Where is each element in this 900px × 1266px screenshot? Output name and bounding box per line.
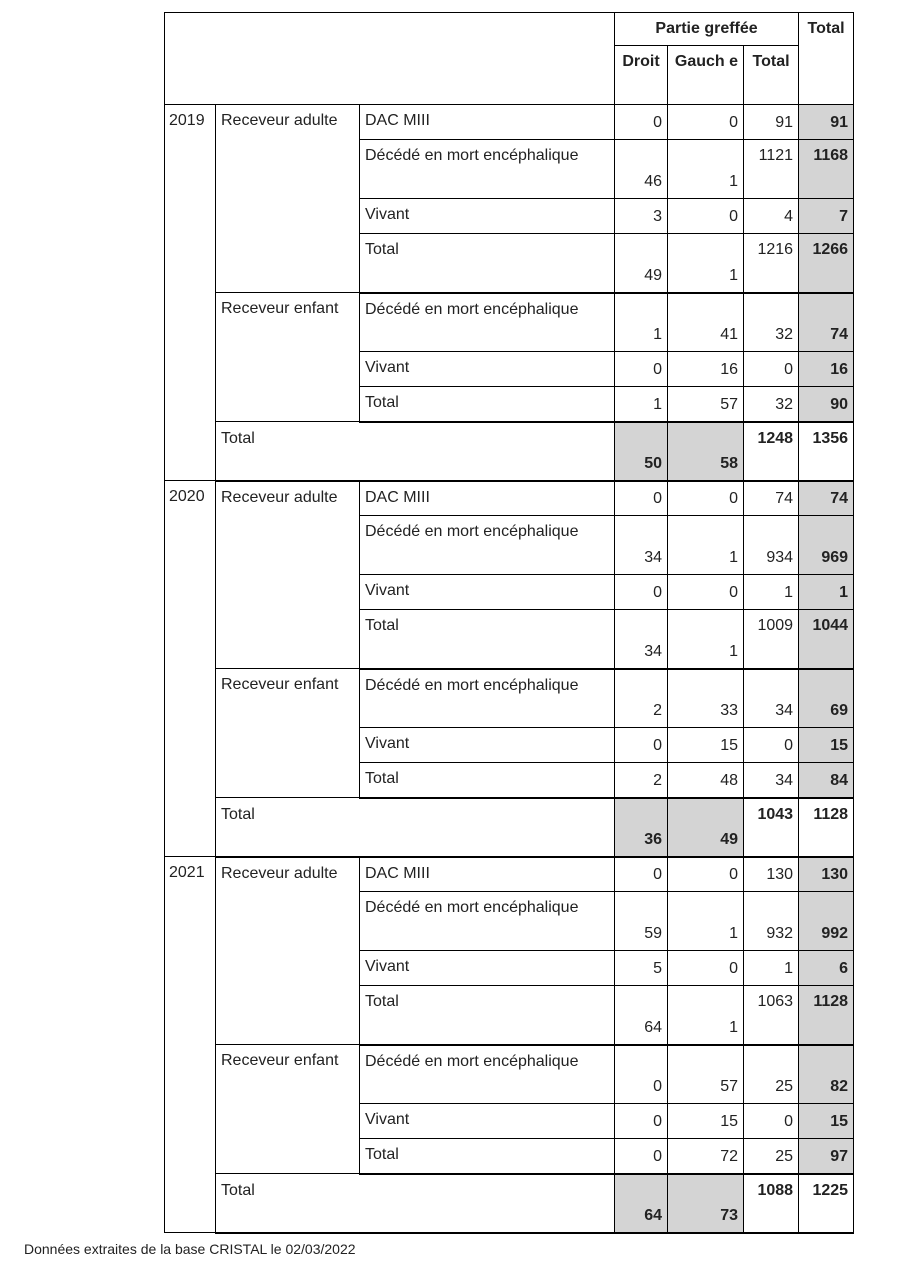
receiver-group-label: Receveur enfant bbox=[216, 1045, 360, 1174]
year-total-label: Total bbox=[216, 798, 615, 857]
header-corner bbox=[165, 13, 615, 105]
year-total-row bbox=[165, 422, 854, 481]
grand-total-value: 74 bbox=[799, 481, 854, 516]
droit-value: 64 bbox=[615, 986, 668, 1045]
grand-total-value: 1168 bbox=[799, 140, 854, 199]
subtotal-value: 32 bbox=[744, 387, 799, 422]
grand-total-value: 969 bbox=[799, 516, 854, 575]
table-row bbox=[165, 1045, 854, 1104]
year-total-row bbox=[165, 798, 854, 857]
subtotal-value: 1 bbox=[744, 951, 799, 986]
subtotal-value: 1009 bbox=[744, 610, 799, 669]
subtotal-value: 4 bbox=[744, 199, 799, 234]
category-label: Vivant bbox=[360, 199, 615, 234]
subtotal-value: 32 bbox=[744, 293, 799, 352]
category-label: Décédé en mort encéphalique bbox=[360, 140, 615, 199]
subtotal-value: 932 bbox=[744, 892, 799, 951]
receiver-group-label: Receveur enfant bbox=[216, 669, 360, 798]
footnote: Données extraites de la base CRISTAL le 02/03/2022 bbox=[24, 1241, 356, 1257]
table-row bbox=[165, 857, 854, 892]
header-subtotal: Total bbox=[744, 46, 799, 105]
category-label: Décédé en mort encéphalique bbox=[360, 1045, 615, 1104]
gauche-value: 1 bbox=[668, 892, 744, 951]
category-label: Total bbox=[360, 387, 615, 422]
category-label: Total bbox=[360, 234, 615, 293]
subtotal-value: 0 bbox=[744, 728, 799, 763]
year-total-label: Total bbox=[216, 422, 615, 481]
header-total: Total bbox=[799, 13, 854, 105]
gauche-value: 0 bbox=[668, 481, 744, 516]
subtotal-value: 1248 bbox=[744, 422, 799, 481]
category-label: Décédé en mort encéphalique bbox=[360, 669, 615, 728]
droit-value: 0 bbox=[615, 728, 668, 763]
droit-value: 0 bbox=[615, 857, 668, 892]
subtotal-value: 130 bbox=[744, 857, 799, 892]
category-label: DAC MIII bbox=[360, 105, 615, 140]
category-label: Total bbox=[360, 610, 615, 669]
category-label: Total bbox=[360, 986, 615, 1045]
grand-total-value: 97 bbox=[799, 1139, 854, 1174]
grand-total-value: 130 bbox=[799, 857, 854, 892]
droit-value: 50 bbox=[615, 422, 668, 481]
grand-total-value: 1356 bbox=[799, 422, 854, 481]
droit-value: 0 bbox=[615, 1139, 668, 1174]
header-gauche: Gauch e bbox=[668, 46, 744, 105]
subtotal-value: 1121 bbox=[744, 140, 799, 199]
droit-value: 34 bbox=[615, 610, 668, 669]
grand-total-value: 90 bbox=[799, 387, 854, 422]
header-droit: Droit bbox=[615, 46, 668, 105]
grand-total-value: 1044 bbox=[799, 610, 854, 669]
subtotal-value: 25 bbox=[744, 1045, 799, 1104]
droit-value: 46 bbox=[615, 140, 668, 199]
subtotal-value: 34 bbox=[744, 763, 799, 798]
subtotal-value: 1 bbox=[744, 575, 799, 610]
grand-total-value: 6 bbox=[799, 951, 854, 986]
header-partie-greffee: Partie greffée bbox=[615, 13, 799, 46]
subtotal-value: 1043 bbox=[744, 798, 799, 857]
grand-total-value: 992 bbox=[799, 892, 854, 951]
gauche-value: 1 bbox=[668, 610, 744, 669]
droit-value: 5 bbox=[615, 951, 668, 986]
year-cell: 2021 bbox=[165, 857, 216, 1233]
category-label: Décédé en mort encéphalique bbox=[360, 892, 615, 951]
grand-total-value: 1128 bbox=[799, 986, 854, 1045]
grand-total-value: 1128 bbox=[799, 798, 854, 857]
subtotal-value: 74 bbox=[744, 481, 799, 516]
grand-total-value: 7 bbox=[799, 199, 854, 234]
subtotal-value: 934 bbox=[744, 516, 799, 575]
droit-value: 0 bbox=[615, 481, 668, 516]
category-label: DAC MIII bbox=[360, 481, 615, 516]
gauche-value: 73 bbox=[668, 1174, 744, 1233]
subtotal-value: 91 bbox=[744, 105, 799, 140]
droit-value: 3 bbox=[615, 199, 668, 234]
droit-value: 0 bbox=[615, 352, 668, 387]
grand-total-value: 74 bbox=[799, 293, 854, 352]
category-label: Total bbox=[360, 763, 615, 798]
data-table bbox=[164, 12, 854, 1234]
grand-total-value: 16 bbox=[799, 352, 854, 387]
grand-total-value: 91 bbox=[799, 105, 854, 140]
subtotal-value: 0 bbox=[744, 352, 799, 387]
receiver-group-label: Receveur adulte bbox=[216, 105, 360, 293]
gauche-value: 48 bbox=[668, 763, 744, 798]
droit-value: 1 bbox=[615, 387, 668, 422]
subtotal-value: 34 bbox=[744, 669, 799, 728]
gauche-value: 0 bbox=[668, 105, 744, 140]
grand-total-value: 82 bbox=[799, 1045, 854, 1104]
droit-value: 0 bbox=[615, 105, 668, 140]
droit-value: 2 bbox=[615, 669, 668, 728]
grand-total-value: 1 bbox=[799, 575, 854, 610]
receiver-group-label: Receveur enfant bbox=[216, 293, 360, 422]
receiver-group-label: Receveur adulte bbox=[216, 857, 360, 1045]
gauche-value: 15 bbox=[668, 1104, 744, 1139]
gauche-value: 0 bbox=[668, 857, 744, 892]
gauche-value: 1 bbox=[668, 140, 744, 199]
receiver-group-label: Receveur adulte bbox=[216, 481, 360, 669]
category-label: Vivant bbox=[360, 951, 615, 986]
gauche-value: 33 bbox=[668, 669, 744, 728]
subtotal-value: 0 bbox=[744, 1104, 799, 1139]
droit-value: 0 bbox=[615, 1045, 668, 1104]
grand-total-value: 69 bbox=[799, 669, 854, 728]
grand-total-value: 15 bbox=[799, 728, 854, 763]
category-label: Vivant bbox=[360, 728, 615, 763]
grand-total-value: 1225 bbox=[799, 1174, 854, 1233]
gauche-value: 0 bbox=[668, 951, 744, 986]
gauche-value: 41 bbox=[668, 293, 744, 352]
subtotal-value: 1088 bbox=[744, 1174, 799, 1233]
category-label: Vivant bbox=[360, 352, 615, 387]
gauche-value: 15 bbox=[668, 728, 744, 763]
subtotal-value: 1216 bbox=[744, 234, 799, 293]
droit-value: 36 bbox=[615, 798, 668, 857]
droit-value: 64 bbox=[615, 1174, 668, 1233]
grand-total-value: 84 bbox=[799, 763, 854, 798]
table-row bbox=[165, 481, 854, 516]
gauche-value: 0 bbox=[668, 199, 744, 234]
category-label: Vivant bbox=[360, 1104, 615, 1139]
category-label: Décédé en mort encéphalique bbox=[360, 516, 615, 575]
grand-total-value: 15 bbox=[799, 1104, 854, 1139]
droit-value: 0 bbox=[615, 575, 668, 610]
gauche-value: 1 bbox=[668, 516, 744, 575]
year-total-label: Total bbox=[216, 1174, 615, 1233]
table-row bbox=[165, 293, 854, 352]
gauche-value: 49 bbox=[668, 798, 744, 857]
table-row bbox=[165, 669, 854, 728]
subtotal-value: 1063 bbox=[744, 986, 799, 1045]
category-label: Total bbox=[360, 1139, 615, 1174]
droit-value: 0 bbox=[615, 1104, 668, 1139]
year-total-row bbox=[165, 1174, 854, 1233]
gauche-value: 57 bbox=[668, 387, 744, 422]
year-cell: 2019 bbox=[165, 105, 216, 481]
category-label: DAC MIII bbox=[360, 857, 615, 892]
gauche-value: 16 bbox=[668, 352, 744, 387]
droit-value: 34 bbox=[615, 516, 668, 575]
gauche-value: 0 bbox=[668, 575, 744, 610]
gauche-value: 57 bbox=[668, 1045, 744, 1104]
gauche-value: 58 bbox=[668, 422, 744, 481]
droit-value: 59 bbox=[615, 892, 668, 951]
droit-value: 1 bbox=[615, 293, 668, 352]
year-cell: 2020 bbox=[165, 481, 216, 857]
subtotal-value: 25 bbox=[744, 1139, 799, 1174]
table-row bbox=[165, 105, 854, 140]
category-label: Vivant bbox=[360, 575, 615, 610]
gauche-value: 1 bbox=[668, 234, 744, 293]
gauche-value: 72 bbox=[668, 1139, 744, 1174]
droit-value: 2 bbox=[615, 763, 668, 798]
category-label: Décédé en mort encéphalique bbox=[360, 293, 615, 352]
gauche-value: 1 bbox=[668, 986, 744, 1045]
grand-total-value: 1266 bbox=[799, 234, 854, 293]
droit-value: 49 bbox=[615, 234, 668, 293]
